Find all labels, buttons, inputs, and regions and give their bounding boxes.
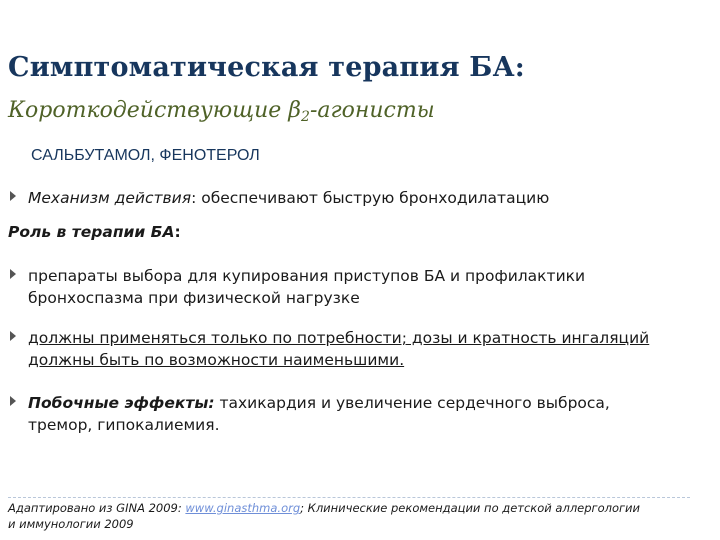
bullet-role-1 xyxy=(10,265,653,309)
footer-divider xyxy=(8,497,690,498)
slide-title: Симптоматическая терапия БА: xyxy=(8,52,525,83)
bullet-mechanism xyxy=(10,187,653,209)
bullet-arrow-icon xyxy=(10,191,16,201)
mechanism-body: : обеспечивают быструю бронходилатацию xyxy=(191,189,550,207)
side-effects-body: тахикардия и увеличение сердечного выброса, тремор, гипокалиемия. xyxy=(28,394,610,434)
bullet2-text: должны применяться только по потребности; дозы и кратность ингаляций должны быть по возможности наименьшими. xyxy=(28,329,650,369)
mechanism-text xyxy=(28,187,653,209)
mechanism-label: Механизм действия xyxy=(28,189,192,207)
side-effects-label: Побочные эффекты: xyxy=(28,394,215,412)
bullet1-text: препараты выбора для купирования приступов БА и профилактики бронхоспазма при физической нагрузке xyxy=(28,267,586,307)
bullet-arrow-icon xyxy=(10,396,16,406)
side-effects-text xyxy=(28,392,653,436)
role-heading-label: Роль в терапии БА xyxy=(8,223,175,241)
subtitle-subscript: 2 xyxy=(301,109,310,125)
role-heading-colon: : xyxy=(174,223,181,241)
bullet-arrow-icon xyxy=(10,331,16,341)
footer-prefix: Адаптировано из GINA 2009: xyxy=(8,501,186,515)
role-heading xyxy=(8,223,181,241)
bullet-side-effects xyxy=(10,392,653,436)
bullet-arrow-icon xyxy=(10,269,16,279)
footer-link[interactable]: www.ginasthma.org xyxy=(185,501,301,515)
subtitle-main: Короткодействующие β xyxy=(8,98,302,123)
slide-subtitle xyxy=(8,98,435,125)
drug-names: САЛЬБУТАМОЛ, ФЕНОТЕРОЛ xyxy=(31,147,260,164)
bullet-role-2 xyxy=(10,327,653,371)
subtitle-tail: -агонисты xyxy=(309,98,435,123)
footer-suffix: ; Клинические рекомендации по детской аллергологии и иммунологии 2009 xyxy=(8,501,640,531)
footer-citation xyxy=(8,500,648,532)
